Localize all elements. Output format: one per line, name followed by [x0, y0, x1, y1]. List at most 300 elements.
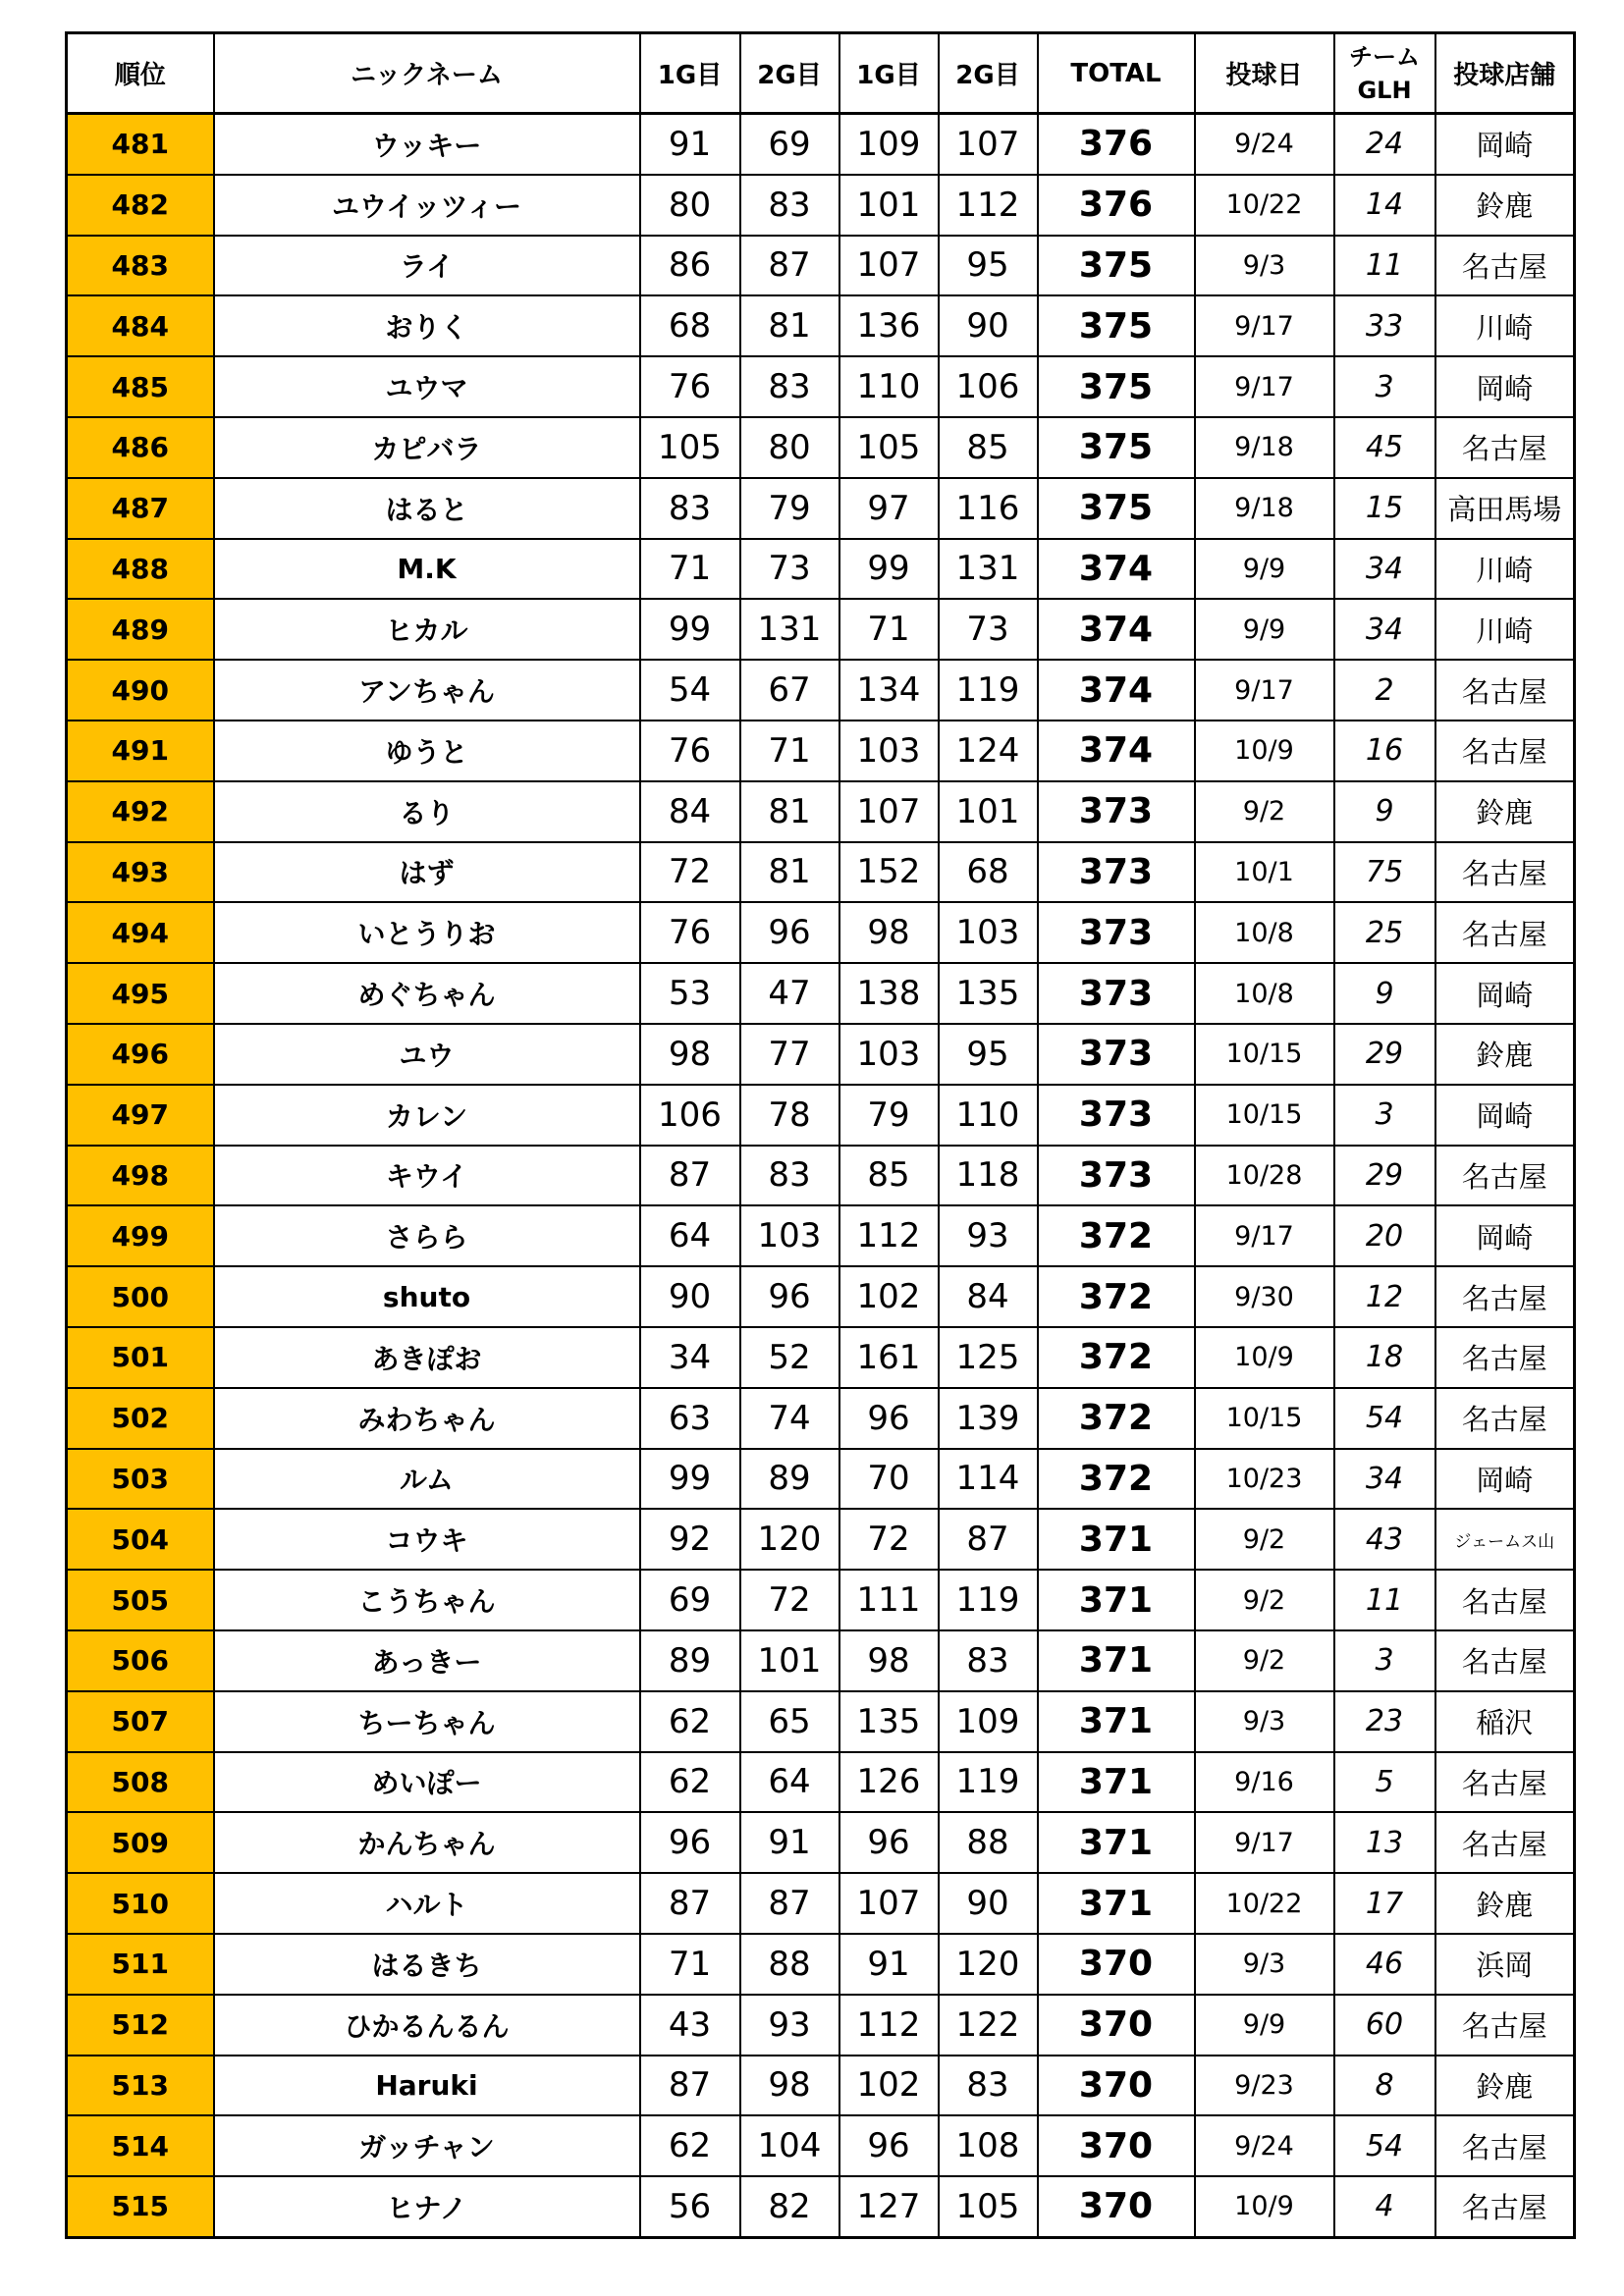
- game1-first-cell: 99: [640, 599, 740, 660]
- date-cell: 10/9: [1195, 1327, 1334, 1388]
- table-row: [67, 2115, 1575, 2176]
- game1-second-cell: 138: [839, 963, 939, 1024]
- rank-cell: 481: [67, 114, 214, 175]
- game2-second-cell: 119: [939, 660, 1038, 721]
- game2-second-cell: 109: [939, 1691, 1038, 1752]
- store-cell: 岡崎: [1435, 1205, 1575, 1266]
- rank-cell: 499: [67, 1205, 214, 1266]
- rank-cell: 485: [67, 356, 214, 417]
- table-row: [67, 721, 1575, 781]
- table-row: [67, 1449, 1575, 1510]
- date-cell: 9/17: [1195, 295, 1334, 356]
- total-cell: 374: [1038, 660, 1195, 721]
- game1-second-cell: 103: [839, 1024, 939, 1085]
- team-glh-cell: 17: [1334, 1873, 1435, 1934]
- game2-second-cell: 101: [939, 781, 1038, 842]
- team-glh-cell: 2: [1334, 660, 1435, 721]
- header-nickname: ニックネーム: [214, 33, 640, 114]
- game1-second-cell: 71: [839, 599, 939, 660]
- team-glh-cell: 24: [1334, 114, 1435, 175]
- game2-second-cell: 85: [939, 417, 1038, 478]
- game2-first-cell: 69: [740, 114, 839, 175]
- store-cell: 川崎: [1435, 539, 1575, 600]
- header-row: [67, 33, 1575, 114]
- rank-cell: 510: [67, 1873, 214, 1934]
- game2-second-cell: 125: [939, 1327, 1038, 1388]
- nickname-cell: カレン: [214, 1085, 640, 1146]
- team-glh-cell: 4: [1334, 2176, 1435, 2237]
- game2-second-cell: 131: [939, 539, 1038, 600]
- team-glh-cell: 54: [1334, 1388, 1435, 1449]
- game1-second-cell: 107: [839, 781, 939, 842]
- date-cell: 9/2: [1195, 1509, 1334, 1570]
- store-cell: 岡崎: [1435, 356, 1575, 417]
- nickname-cell: ユウイッツィー: [214, 175, 640, 236]
- header-date: 投球日: [1195, 33, 1334, 114]
- date-cell: 9/30: [1195, 1266, 1334, 1327]
- nickname-cell: Haruki: [214, 2056, 640, 2116]
- nickname-cell: アンちゃん: [214, 660, 640, 721]
- nickname-cell: おりく: [214, 295, 640, 356]
- game2-first-cell: 47: [740, 963, 839, 1024]
- nickname-cell: ゆうと: [214, 721, 640, 781]
- game1-second-cell: 112: [839, 1995, 939, 2056]
- rank-cell: 494: [67, 902, 214, 963]
- date-cell: 10/15: [1195, 1388, 1334, 1449]
- game1-first-cell: 90: [640, 1266, 740, 1327]
- rank-cell: 509: [67, 1812, 214, 1873]
- game1-first-cell: 96: [640, 1812, 740, 1873]
- team-glh-cell: 34: [1334, 1449, 1435, 1510]
- team-glh-cell: 5: [1334, 1752, 1435, 1813]
- game2-first-cell: 88: [740, 1934, 839, 1995]
- game1-first-cell: 87: [640, 1146, 740, 1206]
- store-cell: 名古屋: [1435, 2115, 1575, 2176]
- total-cell: 373: [1038, 963, 1195, 1024]
- store-cell: 名古屋: [1435, 660, 1575, 721]
- table-row: [67, 781, 1575, 842]
- date-cell: 10/15: [1195, 1085, 1334, 1146]
- team-glh-cell: 14: [1334, 175, 1435, 236]
- total-cell: 371: [1038, 1630, 1195, 1691]
- game1-first-cell: 105: [640, 417, 740, 478]
- date-cell: 10/22: [1195, 175, 1334, 236]
- table-row: [67, 1691, 1575, 1752]
- store-cell: 川崎: [1435, 599, 1575, 660]
- game1-first-cell: 68: [640, 295, 740, 356]
- game2-second-cell: 84: [939, 1266, 1038, 1327]
- game1-second-cell: 126: [839, 1752, 939, 1813]
- table-row: [67, 478, 1575, 539]
- date-cell: 9/2: [1195, 1630, 1334, 1691]
- total-cell: 375: [1038, 356, 1195, 417]
- table-row: [67, 295, 1575, 356]
- game1-second-cell: 96: [839, 2115, 939, 2176]
- date-cell: 9/3: [1195, 236, 1334, 296]
- game1-first-cell: 84: [640, 781, 740, 842]
- game1-first-cell: 53: [640, 963, 740, 1024]
- rank-cell: 512: [67, 1995, 214, 2056]
- game2-first-cell: 77: [740, 1024, 839, 1085]
- total-cell: 372: [1038, 1266, 1195, 1327]
- table-row: [67, 1327, 1575, 1388]
- team-glh-cell: 34: [1334, 599, 1435, 660]
- game2-first-cell: 81: [740, 842, 839, 903]
- date-cell: 9/2: [1195, 781, 1334, 842]
- game1-first-cell: 76: [640, 902, 740, 963]
- date-cell: 10/15: [1195, 1024, 1334, 1085]
- game2-second-cell: 68: [939, 842, 1038, 903]
- rank-cell: 487: [67, 478, 214, 539]
- team-glh-cell: 9: [1334, 963, 1435, 1024]
- team-glh-cell: 12: [1334, 1266, 1435, 1327]
- total-cell: 370: [1038, 2056, 1195, 2116]
- game2-second-cell: 120: [939, 1934, 1038, 1995]
- rank-cell: 508: [67, 1752, 214, 1813]
- rank-cell: 504: [67, 1509, 214, 1570]
- team-glh-cell: 29: [1334, 1146, 1435, 1206]
- nickname-cell: こうちゃん: [214, 1570, 640, 1630]
- date-cell: 9/23: [1195, 2056, 1334, 2116]
- team-glh-cell: 75: [1334, 842, 1435, 903]
- game1-first-cell: 87: [640, 1873, 740, 1934]
- nickname-cell: ヒカル: [214, 599, 640, 660]
- game2-first-cell: 72: [740, 1570, 839, 1630]
- game1-first-cell: 43: [640, 1995, 740, 2056]
- table-row: [67, 963, 1575, 1024]
- game2-second-cell: 112: [939, 175, 1038, 236]
- team-glh-cell: 34: [1334, 539, 1435, 600]
- game2-first-cell: 67: [740, 660, 839, 721]
- game1-second-cell: 102: [839, 1266, 939, 1327]
- total-cell: 375: [1038, 295, 1195, 356]
- store-cell: 名古屋: [1435, 1630, 1575, 1691]
- game2-second-cell: 110: [939, 1085, 1038, 1146]
- total-cell: 371: [1038, 1812, 1195, 1873]
- rank-cell: 511: [67, 1934, 214, 1995]
- table-row: [67, 660, 1575, 721]
- rank-cell: 501: [67, 1327, 214, 1388]
- nickname-cell: はるきち: [214, 1934, 640, 1995]
- nickname-cell: ガッチャン: [214, 2115, 640, 2176]
- game1-first-cell: 87: [640, 2056, 740, 2116]
- game2-second-cell: 103: [939, 902, 1038, 963]
- total-cell: 370: [1038, 2115, 1195, 2176]
- header-game2-second: 2G目: [939, 33, 1038, 114]
- game2-first-cell: 71: [740, 721, 839, 781]
- game1-first-cell: 72: [640, 842, 740, 903]
- game2-first-cell: 83: [740, 175, 839, 236]
- game1-second-cell: 109: [839, 114, 939, 175]
- header-store: 投球店舗: [1435, 33, 1575, 114]
- store-cell: 名古屋: [1435, 902, 1575, 963]
- game2-first-cell: 101: [740, 1630, 839, 1691]
- total-cell: 373: [1038, 1024, 1195, 1085]
- team-glh-cell: 46: [1334, 1934, 1435, 1995]
- rank-cell: 484: [67, 295, 214, 356]
- nickname-cell: ウッキー: [214, 114, 640, 175]
- store-cell: 鈴鹿: [1435, 781, 1575, 842]
- nickname-cell: るり: [214, 781, 640, 842]
- game2-second-cell: 90: [939, 1873, 1038, 1934]
- store-cell: 岡崎: [1435, 1449, 1575, 1510]
- date-cell: 9/18: [1195, 417, 1334, 478]
- nickname-cell: ユウマ: [214, 356, 640, 417]
- total-cell: 370: [1038, 1934, 1195, 1995]
- rank-cell: 483: [67, 236, 214, 296]
- game2-second-cell: 116: [939, 478, 1038, 539]
- game2-first-cell: 74: [740, 1388, 839, 1449]
- nickname-cell: めいぽー: [214, 1752, 640, 1813]
- game1-first-cell: 62: [640, 2115, 740, 2176]
- game2-first-cell: 79: [740, 478, 839, 539]
- store-cell: 稲沢: [1435, 1691, 1575, 1752]
- store-cell: 鈴鹿: [1435, 1873, 1575, 1934]
- game2-first-cell: 83: [740, 356, 839, 417]
- rank-cell: 482: [67, 175, 214, 236]
- table-row: [67, 1934, 1575, 1995]
- game2-second-cell: 105: [939, 2176, 1038, 2237]
- total-cell: 373: [1038, 902, 1195, 963]
- date-cell: 9/17: [1195, 1205, 1334, 1266]
- game1-second-cell: 134: [839, 660, 939, 721]
- game1-second-cell: 96: [839, 1388, 939, 1449]
- game1-second-cell: 99: [839, 539, 939, 600]
- game1-first-cell: 89: [640, 1630, 740, 1691]
- date-cell: 9/17: [1195, 660, 1334, 721]
- game1-second-cell: 135: [839, 1691, 939, 1752]
- game1-second-cell: 85: [839, 1146, 939, 1206]
- game1-second-cell: 72: [839, 1509, 939, 1570]
- team-glh-cell: 23: [1334, 1691, 1435, 1752]
- table-row: [67, 1630, 1575, 1691]
- store-cell: 名古屋: [1435, 1752, 1575, 1813]
- rank-cell: 491: [67, 721, 214, 781]
- game1-first-cell: 63: [640, 1388, 740, 1449]
- nickname-cell: かんちゃん: [214, 1812, 640, 1873]
- game2-second-cell: 73: [939, 599, 1038, 660]
- team-glh-cell: 8: [1334, 2056, 1435, 2116]
- game1-second-cell: 161: [839, 1327, 939, 1388]
- table-row: [67, 417, 1575, 478]
- date-cell: 10/8: [1195, 902, 1334, 963]
- store-cell: 名古屋: [1435, 1570, 1575, 1630]
- rank-cell: 492: [67, 781, 214, 842]
- game1-first-cell: 91: [640, 114, 740, 175]
- date-cell: 10/23: [1195, 1449, 1334, 1510]
- game1-second-cell: 112: [839, 1205, 939, 1266]
- game2-second-cell: 107: [939, 114, 1038, 175]
- game2-first-cell: 91: [740, 1812, 839, 1873]
- game2-second-cell: 108: [939, 2115, 1038, 2176]
- game2-first-cell: 98: [740, 2056, 839, 2116]
- nickname-cell: カピバラ: [214, 417, 640, 478]
- game2-second-cell: 87: [939, 1509, 1038, 1570]
- store-cell: ジェームス山: [1435, 1509, 1575, 1570]
- total-cell: 370: [1038, 2176, 1195, 2237]
- total-cell: 374: [1038, 599, 1195, 660]
- game2-second-cell: 83: [939, 1630, 1038, 1691]
- team-glh-cell: 33: [1334, 295, 1435, 356]
- game1-second-cell: 98: [839, 1630, 939, 1691]
- store-cell: 鈴鹿: [1435, 1024, 1575, 1085]
- game2-first-cell: 73: [740, 539, 839, 600]
- game2-first-cell: 65: [740, 1691, 839, 1752]
- rank-cell: 495: [67, 963, 214, 1024]
- game1-second-cell: 111: [839, 1570, 939, 1630]
- team-glh-cell: 9: [1334, 781, 1435, 842]
- date-cell: 10/22: [1195, 1873, 1334, 1934]
- game1-first-cell: 71: [640, 539, 740, 600]
- date-cell: 10/28: [1195, 1146, 1334, 1206]
- table-row: [67, 1570, 1575, 1630]
- date-cell: 9/24: [1195, 2115, 1334, 2176]
- game2-first-cell: 78: [740, 1085, 839, 1146]
- nickname-cell: ちーちゃん: [214, 1691, 640, 1752]
- date-cell: 10/1: [1195, 842, 1334, 903]
- game1-second-cell: 98: [839, 902, 939, 963]
- team-glh-cell: 18: [1334, 1327, 1435, 1388]
- game1-first-cell: 71: [640, 1934, 740, 1995]
- store-cell: 鈴鹿: [1435, 2056, 1575, 2116]
- game1-second-cell: 96: [839, 1812, 939, 1873]
- total-cell: 375: [1038, 478, 1195, 539]
- table-row: [67, 1995, 1575, 2056]
- game2-second-cell: 135: [939, 963, 1038, 1024]
- table-row: [67, 539, 1575, 600]
- rank-cell: 493: [67, 842, 214, 903]
- date-cell: 9/9: [1195, 599, 1334, 660]
- game2-first-cell: 120: [740, 1509, 839, 1570]
- date-cell: 9/17: [1195, 356, 1334, 417]
- total-cell: 376: [1038, 114, 1195, 175]
- game1-first-cell: 106: [640, 1085, 740, 1146]
- game1-first-cell: 86: [640, 236, 740, 296]
- total-cell: 375: [1038, 236, 1195, 296]
- date-cell: 9/17: [1195, 1812, 1334, 1873]
- game1-second-cell: 127: [839, 2176, 939, 2237]
- total-cell: 373: [1038, 1085, 1195, 1146]
- table-row: [67, 1873, 1575, 1934]
- store-cell: 名古屋: [1435, 1146, 1575, 1206]
- ranking-table: [65, 31, 1576, 2239]
- game2-first-cell: 96: [740, 1266, 839, 1327]
- team-glh-cell: 45: [1334, 417, 1435, 478]
- game2-second-cell: 122: [939, 1995, 1038, 2056]
- game1-second-cell: 101: [839, 175, 939, 236]
- game2-first-cell: 96: [740, 902, 839, 963]
- date-cell: 9/9: [1195, 1995, 1334, 2056]
- team-glh-cell: 54: [1334, 2115, 1435, 2176]
- total-cell: 372: [1038, 1205, 1195, 1266]
- date-cell: 9/16: [1195, 1752, 1334, 1813]
- rank-cell: 496: [67, 1024, 214, 1085]
- table-row: [67, 1388, 1575, 1449]
- team-glh-cell: 3: [1334, 1085, 1435, 1146]
- table-row: [67, 599, 1575, 660]
- game1-second-cell: 102: [839, 2056, 939, 2116]
- game2-second-cell: 124: [939, 721, 1038, 781]
- rank-cell: 490: [67, 660, 214, 721]
- game1-first-cell: 92: [640, 1509, 740, 1570]
- rank-cell: 506: [67, 1630, 214, 1691]
- table-row: [67, 842, 1575, 903]
- total-cell: 371: [1038, 1570, 1195, 1630]
- team-glh-cell: 43: [1334, 1509, 1435, 1570]
- nickname-cell: あっきー: [214, 1630, 640, 1691]
- team-glh-cell: 16: [1334, 721, 1435, 781]
- table-row: [67, 114, 1575, 175]
- nickname-cell: ひかるんるん: [214, 1995, 640, 2056]
- store-cell: 名古屋: [1435, 236, 1575, 296]
- nickname-cell: みわちゃん: [214, 1388, 640, 1449]
- rank-cell: 503: [67, 1449, 214, 1510]
- store-cell: 岡崎: [1435, 1085, 1575, 1146]
- table-row: [67, 1509, 1575, 1570]
- total-cell: 373: [1038, 1146, 1195, 1206]
- total-cell: 374: [1038, 539, 1195, 600]
- total-cell: 372: [1038, 1449, 1195, 1510]
- game1-first-cell: 56: [640, 2176, 740, 2237]
- store-cell: 名古屋: [1435, 842, 1575, 903]
- game1-first-cell: 83: [640, 478, 740, 539]
- header-total: TOTAL: [1038, 33, 1195, 114]
- game2-first-cell: 93: [740, 1995, 839, 2056]
- total-cell: 371: [1038, 1752, 1195, 1813]
- game1-second-cell: 103: [839, 721, 939, 781]
- game1-first-cell: 54: [640, 660, 740, 721]
- rank-cell: 507: [67, 1691, 214, 1752]
- store-cell: 鈴鹿: [1435, 175, 1575, 236]
- game2-first-cell: 103: [740, 1205, 839, 1266]
- game2-second-cell: 118: [939, 1146, 1038, 1206]
- nickname-cell: ハルト: [214, 1873, 640, 1934]
- game2-first-cell: 82: [740, 2176, 839, 2237]
- table-row: [67, 1205, 1575, 1266]
- game1-first-cell: 99: [640, 1449, 740, 1510]
- game1-first-cell: 98: [640, 1024, 740, 1085]
- game2-first-cell: 81: [740, 295, 839, 356]
- game2-second-cell: 95: [939, 236, 1038, 296]
- header-rank: 順位: [67, 33, 214, 114]
- total-cell: 374: [1038, 721, 1195, 781]
- game1-second-cell: 79: [839, 1085, 939, 1146]
- game1-second-cell: 136: [839, 295, 939, 356]
- game2-second-cell: 119: [939, 1752, 1038, 1813]
- game1-first-cell: 76: [640, 721, 740, 781]
- store-cell: 浜岡: [1435, 1934, 1575, 1995]
- game1-first-cell: 76: [640, 356, 740, 417]
- store-cell: 名古屋: [1435, 721, 1575, 781]
- game1-second-cell: 107: [839, 236, 939, 296]
- rank-cell: 486: [67, 417, 214, 478]
- game2-second-cell: 106: [939, 356, 1038, 417]
- rank-cell: 515: [67, 2176, 214, 2237]
- nickname-cell: ユウ: [214, 1024, 640, 1085]
- team-glh-cell: 15: [1334, 478, 1435, 539]
- header-game1-first: 1G目: [640, 33, 740, 114]
- header-team-glh: [1334, 33, 1435, 114]
- total-cell: 371: [1038, 1691, 1195, 1752]
- game2-first-cell: 80: [740, 417, 839, 478]
- game2-second-cell: 139: [939, 1388, 1038, 1449]
- nickname-cell: shuto: [214, 1266, 640, 1327]
- game1-first-cell: 69: [640, 1570, 740, 1630]
- game1-second-cell: 70: [839, 1449, 939, 1510]
- nickname-cell: はず: [214, 842, 640, 903]
- game2-first-cell: 83: [740, 1146, 839, 1206]
- nickname-cell: あきぽお: [214, 1327, 640, 1388]
